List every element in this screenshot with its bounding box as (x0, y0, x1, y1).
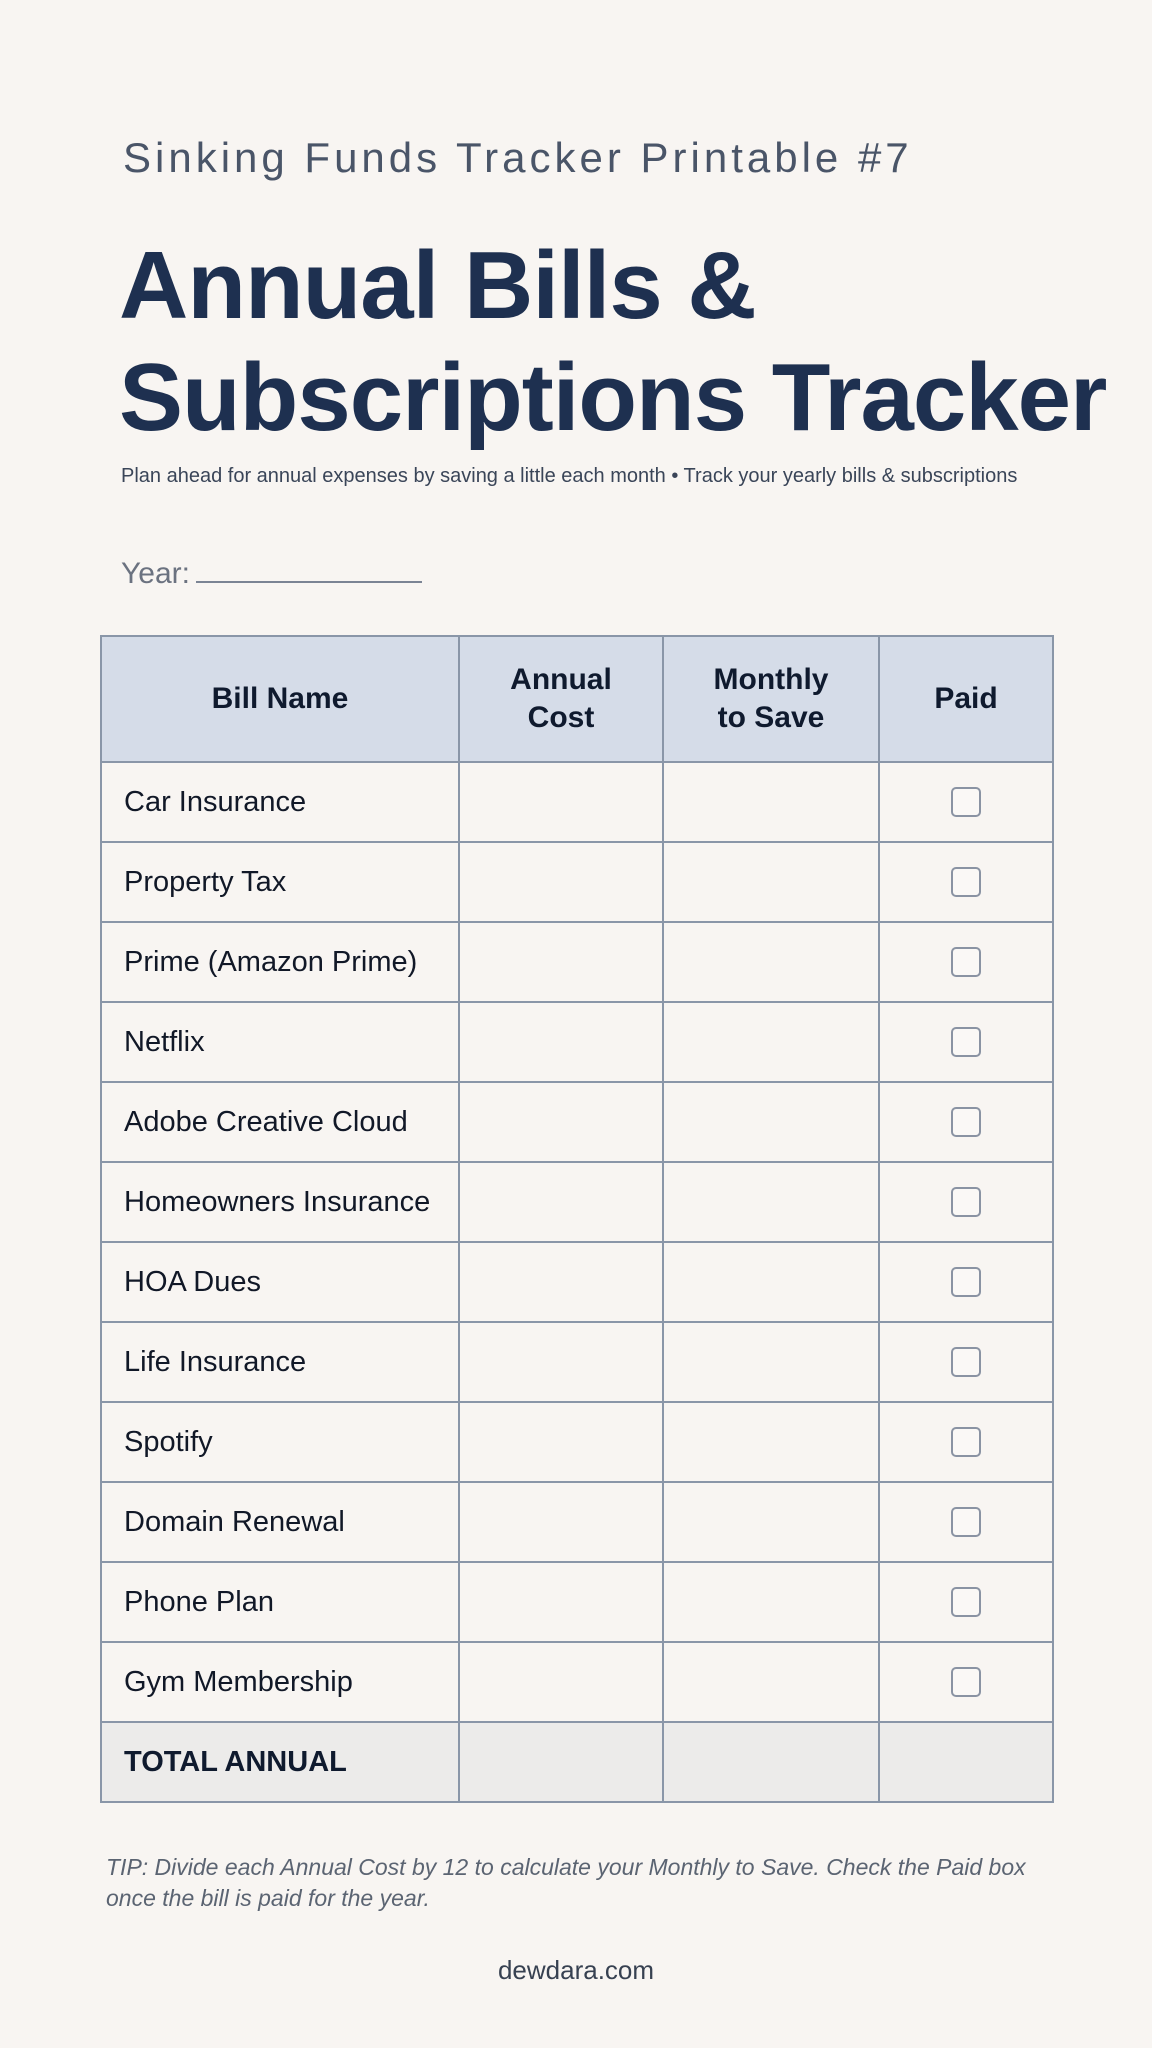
total-paid-cell (879, 1722, 1053, 1802)
monthly-to-save-cell[interactable] (663, 1402, 879, 1482)
paid-cell (879, 1562, 1053, 1642)
annual-cost-cell[interactable] (459, 1322, 663, 1402)
total-row (101, 1722, 1053, 1802)
table-row (101, 1322, 1053, 1402)
monthly-to-save-cell[interactable] (663, 1562, 879, 1642)
year-field (121, 553, 422, 591)
monthly-to-save-cell[interactable] (663, 1162, 879, 1242)
monthly-to-save-cell[interactable] (663, 1002, 879, 1082)
paid-cell (879, 1482, 1053, 1562)
paid-cell (879, 1402, 1053, 1482)
paid-checkbox[interactable] (951, 787, 981, 817)
paid-cell (879, 1002, 1053, 1082)
monthly-to-save-cell[interactable] (663, 842, 879, 922)
annual-cost-cell[interactable] (459, 1482, 663, 1562)
table-row (101, 1482, 1053, 1562)
bill-name-cell: Gym Membership (101, 1642, 459, 1722)
monthly-to-save-cell[interactable] (663, 1082, 879, 1162)
paid-cell (879, 1082, 1053, 1162)
paid-checkbox[interactable] (951, 1587, 981, 1617)
header-paid: Paid (879, 636, 1053, 762)
series-label: Sinking Funds Tracker Printable #7 (123, 134, 913, 181)
table-header-row (101, 636, 1053, 762)
title-line-2: Subscriptions Tracker (119, 344, 1107, 451)
table-row (101, 1162, 1053, 1242)
year-input-line[interactable] (196, 553, 422, 583)
monthly-to-save-cell[interactable] (663, 1242, 879, 1322)
paid-checkbox[interactable] (951, 1347, 981, 1377)
table-row (101, 1562, 1053, 1642)
header-annual-cost: Annual Cost (459, 636, 663, 762)
table-row (101, 922, 1053, 1002)
paid-cell (879, 922, 1053, 1002)
paid-checkbox[interactable] (951, 1507, 981, 1537)
paid-cell (879, 1322, 1053, 1402)
bill-name-cell: Spotify (101, 1402, 459, 1482)
monthly-to-save-cell[interactable] (663, 1482, 879, 1562)
monthly-to-save-cell[interactable] (663, 1322, 879, 1402)
paid-checkbox[interactable] (951, 947, 981, 977)
annual-cost-cell[interactable] (459, 922, 663, 1002)
monthly-to-save-cell[interactable] (663, 762, 879, 842)
table-row (101, 1002, 1053, 1082)
bill-name-cell: Phone Plan (101, 1562, 459, 1642)
bill-name-cell: Netflix (101, 1002, 459, 1082)
table-row (101, 1242, 1053, 1322)
annual-cost-cell[interactable] (459, 1082, 663, 1162)
annual-cost-cell[interactable] (459, 1162, 663, 1242)
paid-cell (879, 1162, 1053, 1242)
total-label: TOTAL ANNUAL (101, 1722, 459, 1802)
bills-table (100, 635, 1054, 1803)
monthly-to-save-cell[interactable] (663, 922, 879, 1002)
total-annual-cost-cell[interactable] (459, 1722, 663, 1802)
monthly-to-save-cell[interactable] (663, 1642, 879, 1722)
paid-checkbox[interactable] (951, 1667, 981, 1697)
footer-site: dewdara.com (497, 1955, 655, 1985)
annual-cost-cell[interactable] (459, 1242, 663, 1322)
bill-name-cell: Property Tax (101, 842, 459, 922)
paid-cell (879, 762, 1053, 842)
year-label: Year: (121, 557, 190, 590)
table-row (101, 1402, 1053, 1482)
annual-cost-cell[interactable] (459, 1562, 663, 1642)
tip-text: TIP: Divide each Annual Cost by 12 to calculate your Monthly to Save. Check the Paid box once the bill is paid for the year. (106, 1854, 1026, 1911)
header-monthly-to-save: Monthly to Save (663, 636, 879, 762)
bill-name-cell: Homeowners Insurance (101, 1162, 459, 1242)
paid-checkbox[interactable] (951, 1267, 981, 1297)
table-row (101, 842, 1053, 922)
header-bill-name: Bill Name (101, 636, 459, 762)
title-line-1: Annual Bills & (119, 232, 756, 339)
paid-checkbox[interactable] (951, 867, 981, 897)
annual-cost-cell[interactable] (459, 1642, 663, 1722)
paid-cell (879, 842, 1053, 922)
paid-cell (879, 1642, 1053, 1722)
subtitle: Plan ahead for annual expenses by saving a little each month • Track your yearly bills & subscriptions (121, 465, 1018, 487)
bill-name-cell: Life Insurance (101, 1322, 459, 1402)
paid-checkbox[interactable] (951, 1107, 981, 1137)
annual-cost-cell[interactable] (459, 762, 663, 842)
paid-checkbox[interactable] (951, 1187, 981, 1217)
paid-checkbox[interactable] (951, 1027, 981, 1057)
annual-cost-cell[interactable] (459, 842, 663, 922)
bill-name-cell: Domain Renewal (101, 1482, 459, 1562)
bill-name-cell: Prime (Amazon Prime) (101, 922, 459, 1002)
paid-checkbox[interactable] (951, 1427, 981, 1457)
page-title (119, 230, 1106, 454)
paid-cell (879, 1242, 1053, 1322)
bill-name-cell: Car Insurance (101, 762, 459, 842)
bill-name-cell: HOA Dues (101, 1242, 459, 1322)
table-row (101, 1642, 1053, 1722)
table-row (101, 762, 1053, 842)
total-monthly-cell[interactable] (663, 1722, 879, 1802)
table-row (101, 1082, 1053, 1162)
annual-cost-cell[interactable] (459, 1002, 663, 1082)
annual-cost-cell[interactable] (459, 1402, 663, 1482)
bill-name-cell: Adobe Creative Cloud (101, 1082, 459, 1162)
